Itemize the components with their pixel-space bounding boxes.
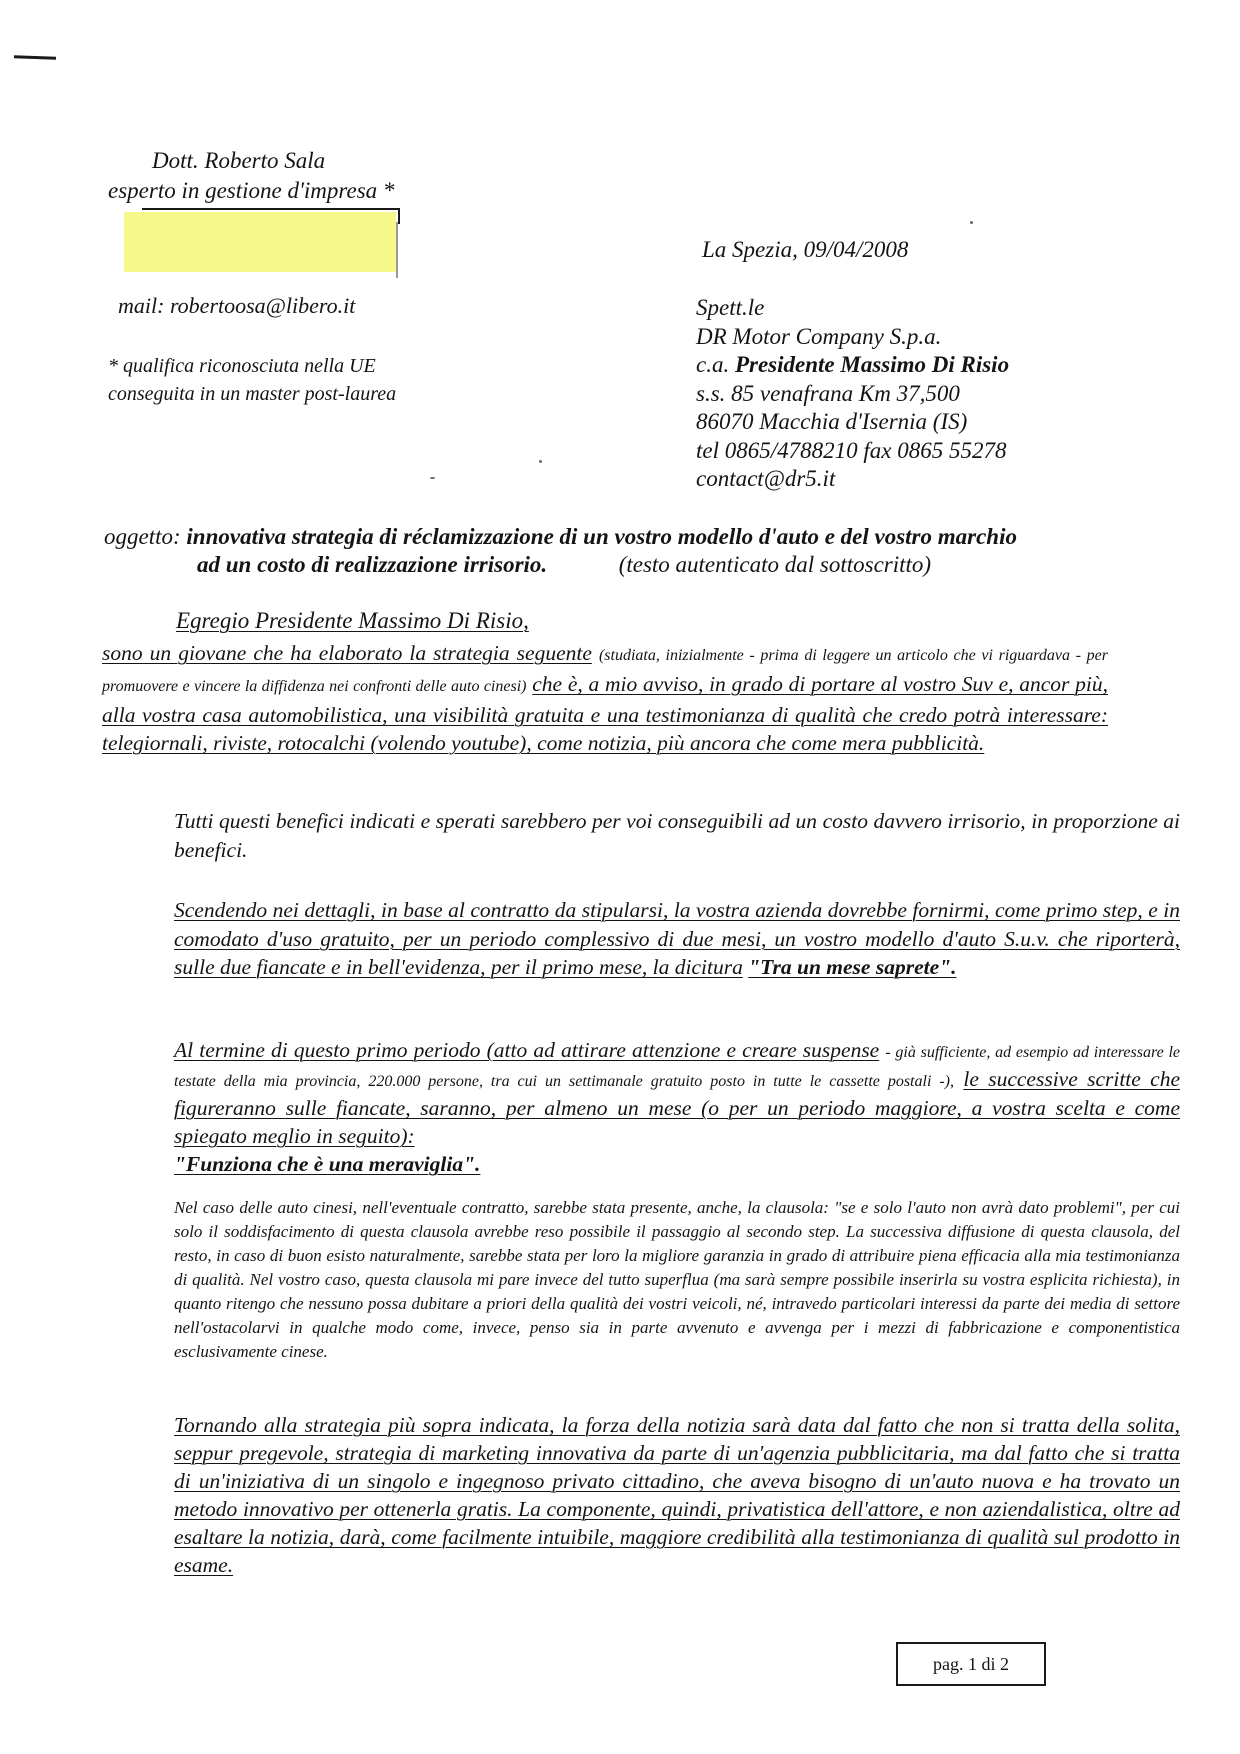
recipient-line-7: contact@dr5.it — [696, 466, 836, 491]
paragraph-second-phase-aside: - già sufficiente, ad esempio ad interessare le testate della mia provincia, 220.000 persone, tra cui un settimanale gratuito posto in tutte le cassette postali -), — [174, 1044, 1181, 1090]
recipient-line-5: 86070 Macchia d'Isernia (IS) — [696, 409, 968, 434]
paragraph-intro-part-c: che è, a mio avviso, in grado di portare al vostro Suv e, ancor più, alla vostra casa automobilistica, una visibilità gratuita e una testimonianza di qualità che credo potrà interessare: telegiornali, riviste, rotocalchi (volendo youtube), come notizia, più ancora che come mera pubblicità. — [102, 672, 1109, 755]
paragraph-benefits: Tutti questi benefici indicati e sperati sarebbero per voi conseguibili ad un costo davvero irrisorio, in proporzione ai benefici. — [174, 809, 1180, 862]
subject-line-2 — [104, 551, 1124, 579]
margin-dash-mark — [14, 55, 56, 59]
paragraph-second-phase-a: Al termine di questo primo periodo (atto ad attirare attenzione e creare suspense — [174, 1038, 880, 1062]
redaction-edge — [396, 222, 398, 278]
page-number-box — [896, 1642, 1046, 1686]
paragraph-intro-aside: (studiata, inizialmente - prima di leggere un articolo che vi riguardava - per promuovere e vincere la diffidenza nei confronti delle auto cinesi) — [102, 647, 1109, 695]
sender-underline-tick — [398, 208, 400, 224]
recipient-line-6: tel 0865/4788210 fax 0865 55278 — [696, 437, 1007, 463]
redacted-highlight — [124, 212, 396, 272]
sender-mail: mail: robertoosa@libero.it — [118, 293, 356, 318]
slogan-first: "Tra un mese saprete". — [748, 955, 957, 979]
paragraph-intro — [102, 639, 1108, 757]
sender-name: Dott. Roberto Sala — [152, 148, 326, 173]
recipient-line-3 — [696, 351, 1009, 380]
paragraph-intro-part-a: sono un giovane che ha elaborato la strategia seguente — [102, 641, 592, 665]
paragraph-clause-note: Nel caso delle auto cinesi, nell'eventuale contratto, sarebbe stata presente, anche, la clausola: "se e solo l'auto non avrà dato problemi", per cui solo il soddisfacimento di questa clausola avrebbe reso possibile il passaggio al secondo step. La successiva diffusione di questa clausola, del resto, in caso di buon esisto naturalmente, sarebbe stata per loro la migliore garanzia in grado di attribuire piena efficacia alla mia testimonianza di qualità. Nel vostro caso, questa clausola mi pare invece del tutto superflua (ma sarà sempre possibile inserirla su vostra esplicita richiesta), in quanto ritengo che nessuno possa dubitare a priori della qualità dei vostri veicoli, né, intravedo particolari interessi da parte dei media di settore nell'ostacolarvi in qualche modo come, invece, penso sia in parte avvenuto e avvenga per i mezzi di fabbricazione e componentistica esclusivamente cinese. — [174, 1198, 1180, 1361]
paragraph-details-text: Scendendo nei dettagli, in base al contratto da stipularsi, la vostra azienda dovrebbe fornirmi, come primo step, e in comodato d'uso gratuito, per un periodo complessivo di due mesi, un vostro modello d'auto S.u.v. che riporterà, sulle due fiancate e in bell'evidenza, per il primo mese, la dicitura — [174, 898, 1180, 979]
subject-title-line-1: innovativa strategia di réclamizzazione di un vostro modello d'auto e del vostro marchio — [186, 524, 1017, 549]
recipient-line-1: Spett.le — [696, 295, 765, 320]
greeting: Egregio Presidente Massimo Di Risio, — [176, 608, 529, 633]
recipient-attention-name: Presidente Massimo Di Risio — [734, 352, 1010, 377]
slogan-second: "Funziona che è una meraviglia". — [174, 1152, 481, 1176]
recipient-block — [696, 294, 1009, 494]
paragraph-second-phase — [102, 1036, 1180, 1178]
qualification-note-line-2: conseguita in un master post-laurea — [108, 383, 397, 405]
place-date: La Spezia, 09/04/2008 — [702, 237, 909, 262]
subject-label: oggetto: — [104, 524, 181, 549]
qualification-note — [108, 352, 396, 408]
subject-title-line-2: ad un costo di realizzazione irrisorio. — [197, 552, 548, 577]
subject-line-1 — [104, 523, 1124, 551]
page-number: pag. 1 di 2 — [933, 1653, 1009, 1674]
paragraph-details — [102, 896, 1180, 982]
recipient-line-4: s.s. 85 venafrana Km 37,500 — [696, 380, 960, 406]
sender-role: esperto in gestione d'impresa * — [108, 178, 395, 203]
qualification-note-line-1: * qualifica riconosciuta nella UE — [108, 355, 376, 377]
paragraph-strategy — [102, 1411, 1180, 1579]
paragraph-strategy-text: Tornando alla strategia più sopra indicata, la forza della notizia sarà data dal fatto che non si tratta della solita, seppur pregevole, strategia di marketing innovativa da parte di un'agenzia pubblicitaria, ma dal fatto che si tratta di un'iniziativa di un singolo e ingegnoso privato cittadino, che aveva bisogno di un'auto nuova e ha trovato un metodo innovativo per ottenerla gratis. La componente, quindi, privatistica dell'attore, e non aziendalistica, oltre ad esaltare la notizia, darà, come facilmente intuibile, maggiore credibilità alla testimonianza di qualità sul prodotto in esame. — [174, 1413, 1180, 1577]
sender-underline — [142, 208, 400, 210]
subject-block — [104, 523, 1124, 579]
recipient-attention-prefix: c.a. — [696, 352, 730, 377]
scan-speck — [539, 460, 542, 463]
scan-speck — [970, 221, 973, 224]
subject-note: (testo autenticato dal sottoscritto) — [618, 552, 932, 577]
scan-speck — [430, 477, 435, 479]
recipient-line-2: DR Motor Company S.p.a. — [696, 323, 942, 349]
paragraph-second-phase-c: le successive scritte che figureranno sulle fiancate, saranno, per almeno un mese (o per un periodo maggiore, a vostra scelta e come spiegato meglio in seguito): — [174, 1067, 1180, 1148]
